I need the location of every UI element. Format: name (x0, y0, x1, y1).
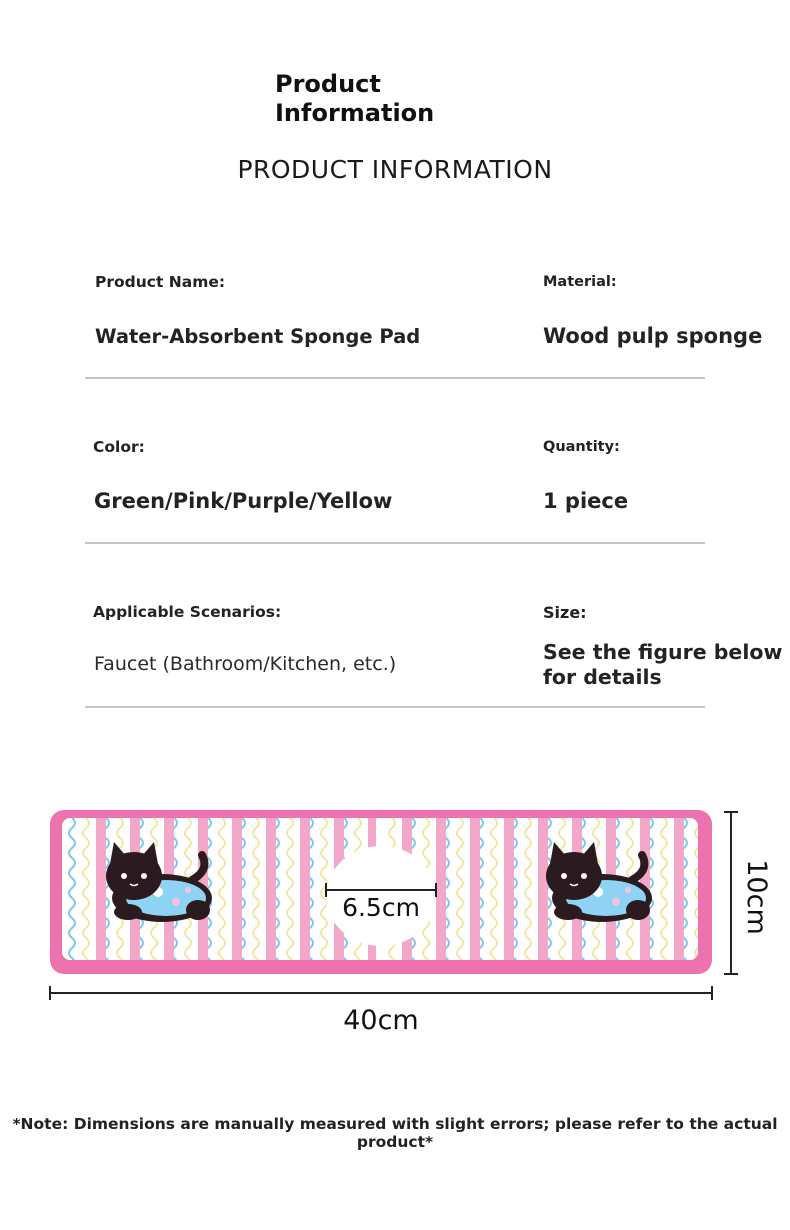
material-label: Material: (543, 274, 617, 290)
material-value: Wood pulp sponge (543, 324, 763, 348)
height-dimension-label: 10cm (741, 859, 772, 935)
size-value-line2: for details (543, 665, 662, 689)
height-dimension-line (724, 812, 738, 974)
stripe (436, 818, 446, 960)
stripe (96, 818, 106, 960)
stripe (538, 818, 548, 960)
page-subtitle: PRODUCT INFORMATION (237, 155, 553, 184)
divider-1 (85, 377, 705, 379)
footnote: *Note: Dimensions are manually measured with slight errors; please refer to the actual product* (12, 1115, 778, 1151)
quantity-value: 1 piece (543, 489, 629, 513)
scenarios-value: Faucet (Bathroom/Kitchen, etc.) (94, 653, 397, 675)
quantity-label: Quantity: (543, 439, 620, 455)
hole-dimension-label: 6.5cm (342, 893, 420, 922)
length-dimension-line (50, 986, 712, 1000)
stripe (266, 818, 276, 960)
size-diagram (0, 790, 790, 1050)
product-name-value: Water-Absorbent Sponge Pad (95, 325, 421, 348)
page-title-line2: Information (275, 99, 435, 127)
divider-3 (85, 706, 705, 708)
size-value-line1: See the figure below (543, 640, 783, 664)
scenarios-label: Applicable Scenarios: (93, 603, 282, 621)
stripe (504, 818, 514, 960)
divider-2 (85, 542, 705, 544)
sponge-pad-illustration (0, 790, 790, 1050)
stripe (674, 818, 684, 960)
stripe (232, 818, 242, 960)
page-title (275, 70, 434, 128)
size-label: Size: (543, 603, 587, 622)
product-name-label: Product Name: (95, 273, 226, 291)
page-title-line1: Product (275, 70, 381, 98)
stripe (300, 818, 310, 960)
color-label: Color: (93, 438, 145, 456)
stripe (470, 818, 480, 960)
length-dimension-label: 40cm (343, 1005, 419, 1036)
color-value: Green/Pink/Purple/Yellow (94, 489, 393, 513)
size-value (543, 640, 782, 690)
